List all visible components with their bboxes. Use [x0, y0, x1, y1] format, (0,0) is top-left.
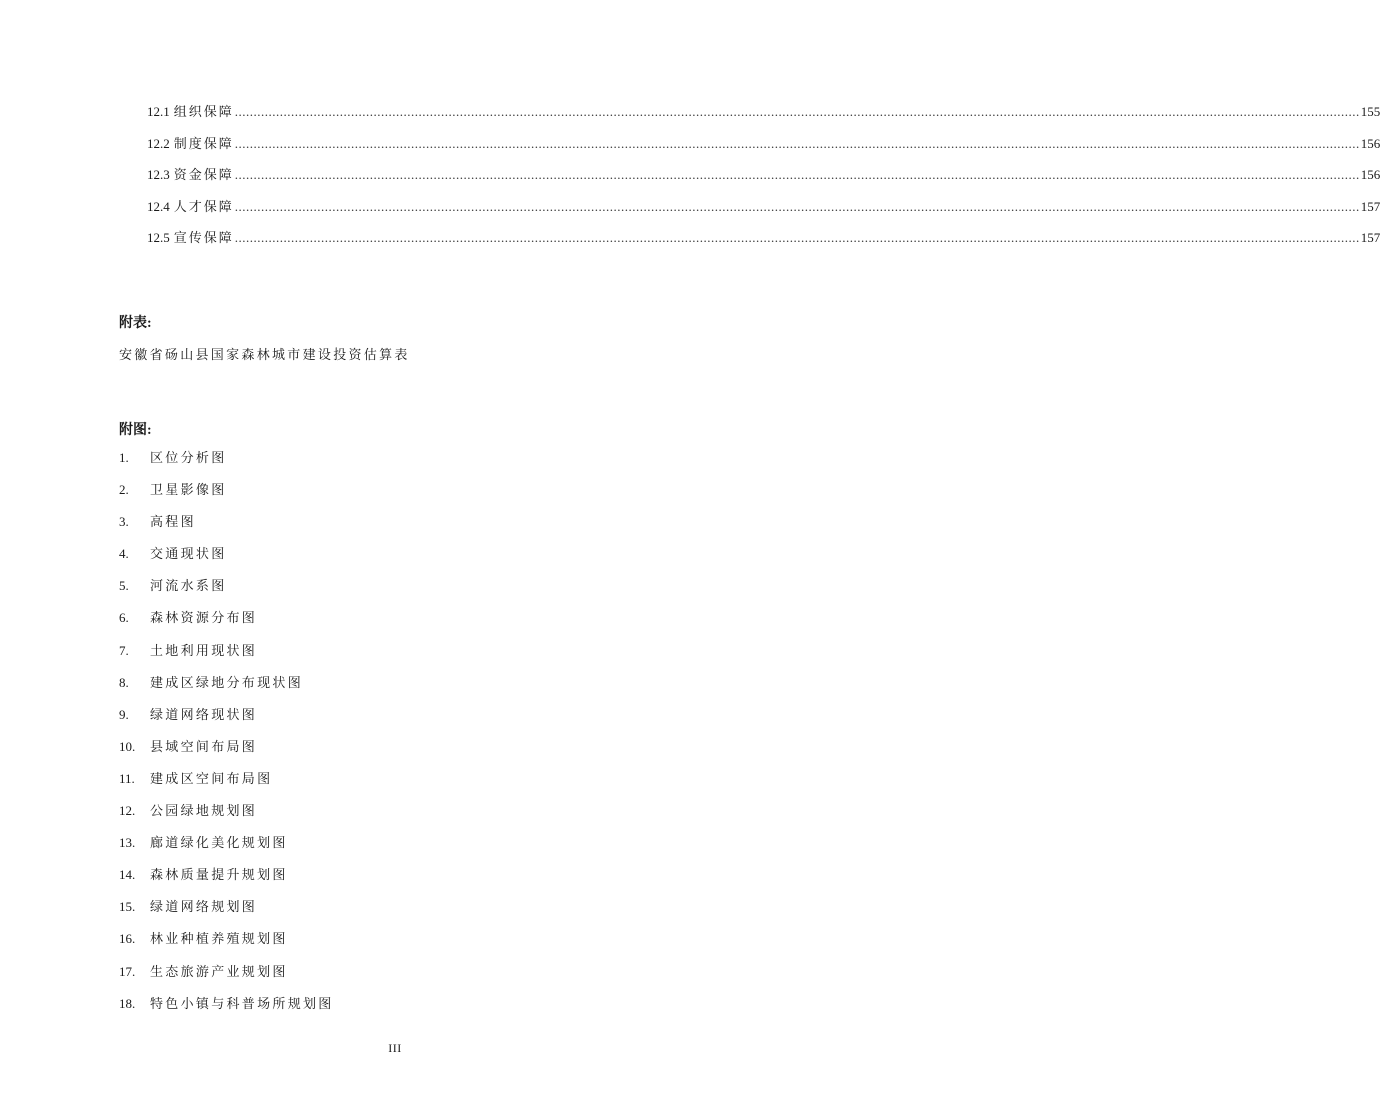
toc-entry-number: 12.5 [147, 230, 170, 245]
toc-entry-page: 156 [1360, 135, 1380, 151]
figure-number: 9. [119, 706, 129, 722]
figure-number: 4. [119, 546, 129, 562]
toc-entry-title: 制度保障 [173, 135, 234, 151]
appendix-figure-item [119, 609, 334, 641]
figure-number: 17. [119, 963, 136, 979]
toc-entry-page: 157 [1360, 198, 1380, 214]
toc-entry[interactable] [147, 166, 1380, 198]
figure-title: 县域空间布局图 [150, 738, 258, 754]
figure-title: 森林质量提升规划图 [150, 867, 288, 883]
figure-title: 卫星影像图 [150, 482, 227, 498]
figure-number: 10. [119, 738, 136, 754]
appendix-figure-item [119, 770, 334, 802]
toc-leader-dots: ............................................................................................................................................................................................................................................................................................................ [234, 135, 1360, 151]
figure-title: 建成区绿地分布现状图 [150, 674, 304, 690]
figure-number: 11. [119, 770, 135, 786]
figure-title: 公园绿地规划图 [150, 803, 258, 819]
toc-entry-page: 156 [1360, 167, 1380, 182]
figure-title: 特色小镇与科普场所规划图 [150, 995, 334, 1011]
toc-leader-dots: ............................................................................................................................................................................................................................................................................................................ [234, 167, 1360, 182]
toc-entry-title: 组织保障 [173, 104, 234, 119]
toc-entry-title: 人才保障 [173, 198, 234, 214]
appendix-table-item: 安徽省砀山县国家森林城市建设投资估算表 [119, 347, 410, 362]
figure-number: 14. [119, 867, 136, 883]
figure-title: 区位分析图 [150, 450, 227, 465]
appendix-figure-item [119, 738, 334, 770]
toc-entry-number: 12.2 [147, 135, 170, 151]
appendix-figure-item [119, 545, 334, 577]
figure-title: 绿道网络规划图 [150, 899, 258, 915]
toc-entry-page: 155 [1360, 104, 1380, 119]
toc-leader-dots: ............................................................................................................................................................................................................................................................................................................ [234, 104, 1360, 119]
figure-title: 土地利用现状图 [150, 642, 258, 658]
appendix-figure-item [119, 481, 334, 513]
figure-title: 交通现状图 [150, 546, 227, 562]
toc-entry-number: 12.1 [147, 104, 170, 119]
toc-leader-dots: ............................................................................................................................................................................................................................................................................................................ [234, 230, 1360, 245]
toc-leader-dots: ............................................................................................................................................................................................................................................................................................................ [234, 198, 1360, 214]
appendix-figure-item [119, 513, 334, 545]
figure-number: 5. [119, 578, 129, 594]
appendix-figure-item [119, 642, 334, 674]
figure-title: 建成区空间布局图 [150, 770, 273, 786]
toc-entry-number: 12.4 [147, 198, 170, 214]
figure-title: 绿道网络现状图 [150, 706, 258, 722]
appendix-figure-item [119, 995, 334, 1027]
figure-number: 12. [119, 803, 136, 819]
appendix-figure-item [119, 963, 334, 995]
appendix-figure-item [119, 898, 334, 930]
figure-number: 13. [119, 835, 136, 851]
toc-entry[interactable] [147, 198, 1380, 230]
figure-number: 15. [119, 899, 136, 915]
appendix-figure-item [119, 930, 334, 962]
toc-entry[interactable] [147, 103, 1380, 135]
figure-number: 8. [119, 674, 129, 690]
figure-title: 高程图 [150, 514, 196, 530]
appendix-figure-item [119, 577, 334, 609]
toc-entry-title: 宣传保障 [173, 230, 234, 245]
toc-entry-number: 12.3 [147, 167, 170, 182]
figure-number: 6. [119, 610, 129, 626]
figure-number: 2. [119, 482, 129, 498]
page-number: III [388, 1041, 402, 1055]
appendix-figure-item [119, 834, 334, 866]
figure-number: 1. [119, 450, 129, 465]
figure-title: 生态旅游产业规划图 [150, 963, 288, 979]
table-of-contents [147, 103, 1380, 261]
figure-title: 廊道绿化美化规划图 [150, 835, 288, 851]
appendix-tables-heading: 附表: [119, 316, 152, 331]
figure-number: 16. [119, 931, 136, 947]
figure-title: 森林资源分布图 [150, 610, 258, 626]
figure-title: 河流水系图 [150, 578, 227, 594]
figure-number: 7. [119, 642, 129, 658]
appendix-figure-item [119, 674, 334, 706]
figure-title: 林业种植养殖规划图 [150, 931, 288, 947]
toc-entry-page: 157 [1360, 230, 1380, 245]
toc-entry[interactable] [147, 135, 1380, 167]
figure-number: 3. [119, 514, 129, 530]
appendix-figures-list [119, 449, 334, 1027]
toc-entry-title: 资金保障 [173, 167, 234, 182]
appendix-figures-heading: 附图: [119, 423, 152, 438]
appendix-figure-item [119, 802, 334, 834]
figure-number: 18. [119, 995, 136, 1011]
appendix-figure-item [119, 706, 334, 738]
appendix-figure-item [119, 866, 334, 898]
appendix-figure-item [119, 449, 334, 481]
toc-entry[interactable] [147, 229, 1380, 261]
